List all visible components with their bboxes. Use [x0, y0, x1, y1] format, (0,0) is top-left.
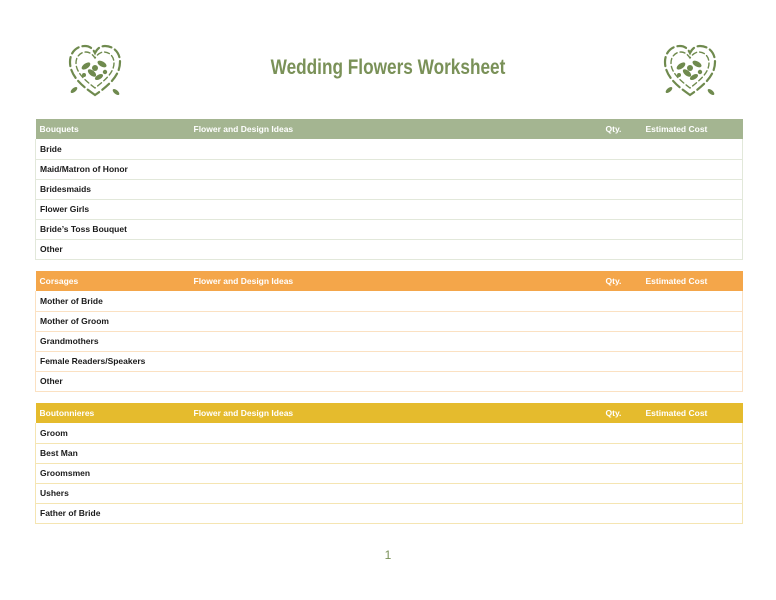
bouquets-table	[35, 119, 743, 260]
table-row	[36, 199, 743, 219]
qty-cell[interactable]	[602, 239, 642, 259]
row-label: Other	[36, 371, 190, 391]
cost-cell[interactable]	[642, 311, 743, 331]
cost-cell[interactable]	[642, 291, 743, 311]
table-row	[36, 423, 743, 443]
table-row	[36, 463, 743, 483]
table-row	[36, 483, 743, 503]
qty-cell[interactable]	[602, 371, 642, 391]
row-label: Female Readers/Speakers	[36, 351, 190, 371]
cost-cell[interactable]	[642, 199, 743, 219]
cost-cell[interactable]	[642, 423, 743, 443]
ideas-cell[interactable]	[190, 503, 602, 523]
cost-cell[interactable]	[642, 331, 743, 351]
table-row	[36, 331, 743, 351]
table-row	[36, 351, 743, 371]
cost-cell[interactable]	[642, 139, 743, 159]
table-row	[36, 219, 743, 239]
header-category: Bouquets	[36, 119, 190, 139]
qty-cell[interactable]	[602, 199, 642, 219]
ideas-cell[interactable]	[190, 219, 602, 239]
page-number: 1	[384, 548, 392, 562]
table-row	[36, 139, 743, 159]
qty-cell[interactable]	[602, 139, 642, 159]
table-header-row	[36, 403, 743, 423]
qty-cell[interactable]	[602, 311, 642, 331]
boutonnieres-table	[35, 403, 743, 524]
row-label: Ushers	[36, 483, 190, 503]
qty-cell[interactable]	[602, 179, 642, 199]
row-label: Groomsmen	[36, 463, 190, 483]
ideas-cell[interactable]	[190, 159, 602, 179]
ideas-cell[interactable]	[190, 423, 602, 443]
row-label: Flower Girls	[36, 199, 190, 219]
qty-cell[interactable]	[602, 423, 642, 443]
row-label: Best Man	[36, 443, 190, 463]
ideas-cell[interactable]	[190, 351, 602, 371]
qty-cell[interactable]	[602, 331, 642, 351]
header-qty: Qty.	[602, 271, 642, 291]
ideas-cell[interactable]	[190, 291, 602, 311]
header-cost: Estimated Cost	[642, 271, 743, 291]
qty-cell[interactable]	[602, 219, 642, 239]
table-row	[36, 179, 743, 199]
qty-cell[interactable]	[602, 503, 642, 523]
table-header-row	[36, 271, 743, 291]
cost-cell[interactable]	[642, 463, 743, 483]
row-label: Bride	[36, 139, 190, 159]
qty-cell[interactable]	[602, 463, 642, 483]
page-title: Wedding Flowers Worksheet	[270, 56, 506, 79]
cost-cell[interactable]	[642, 219, 743, 239]
table-header-row	[36, 119, 743, 139]
ideas-cell[interactable]	[190, 199, 602, 219]
header-ideas: Flower and Design Ideas	[190, 119, 602, 139]
row-label: Groom	[36, 423, 190, 443]
ideas-cell[interactable]	[190, 443, 602, 463]
qty-cell[interactable]	[602, 483, 642, 503]
row-label: Bride’s Toss Bouquet	[36, 219, 190, 239]
corsages-table	[35, 271, 743, 392]
ideas-cell[interactable]	[190, 311, 602, 331]
table-row	[36, 443, 743, 463]
qty-cell[interactable]	[602, 291, 642, 311]
header-category: Corsages	[36, 271, 190, 291]
table-row	[36, 371, 743, 391]
row-label: Mother of Groom	[36, 311, 190, 331]
cost-cell[interactable]	[642, 239, 743, 259]
table-row	[36, 239, 743, 259]
table-row	[36, 503, 743, 523]
table-row	[36, 291, 743, 311]
ideas-cell[interactable]	[190, 463, 602, 483]
ideas-cell[interactable]	[190, 331, 602, 351]
header-cost: Estimated Cost	[642, 403, 743, 423]
ideas-cell[interactable]	[190, 483, 602, 503]
cost-cell[interactable]	[642, 503, 743, 523]
qty-cell[interactable]	[602, 443, 642, 463]
header-category: Boutonnieres	[36, 403, 190, 423]
ideas-cell[interactable]	[190, 179, 602, 199]
ideas-cell[interactable]	[190, 371, 602, 391]
cost-cell[interactable]	[642, 483, 743, 503]
row-label: Father of Bride	[36, 503, 190, 523]
header-cost: Estimated Cost	[642, 119, 743, 139]
row-label: Other	[36, 239, 190, 259]
cost-cell[interactable]	[642, 159, 743, 179]
qty-cell[interactable]	[602, 351, 642, 371]
header-qty: Qty.	[602, 403, 642, 423]
header-ideas: Flower and Design Ideas	[190, 403, 602, 423]
row-label: Mother of Bride	[36, 291, 190, 311]
table-row	[36, 159, 743, 179]
qty-cell[interactable]	[602, 159, 642, 179]
header-ideas: Flower and Design Ideas	[190, 271, 602, 291]
ideas-cell[interactable]	[190, 139, 602, 159]
cost-cell[interactable]	[642, 351, 743, 371]
ideas-cell[interactable]	[190, 239, 602, 259]
cost-cell[interactable]	[642, 443, 743, 463]
row-label: Maid/Matron of Honor	[36, 159, 190, 179]
table-row	[36, 311, 743, 331]
header-qty: Qty.	[602, 119, 642, 139]
row-label: Bridesmaids	[36, 179, 190, 199]
row-label: Grandmothers	[36, 331, 190, 351]
cost-cell[interactable]	[642, 371, 743, 391]
cost-cell[interactable]	[642, 179, 743, 199]
